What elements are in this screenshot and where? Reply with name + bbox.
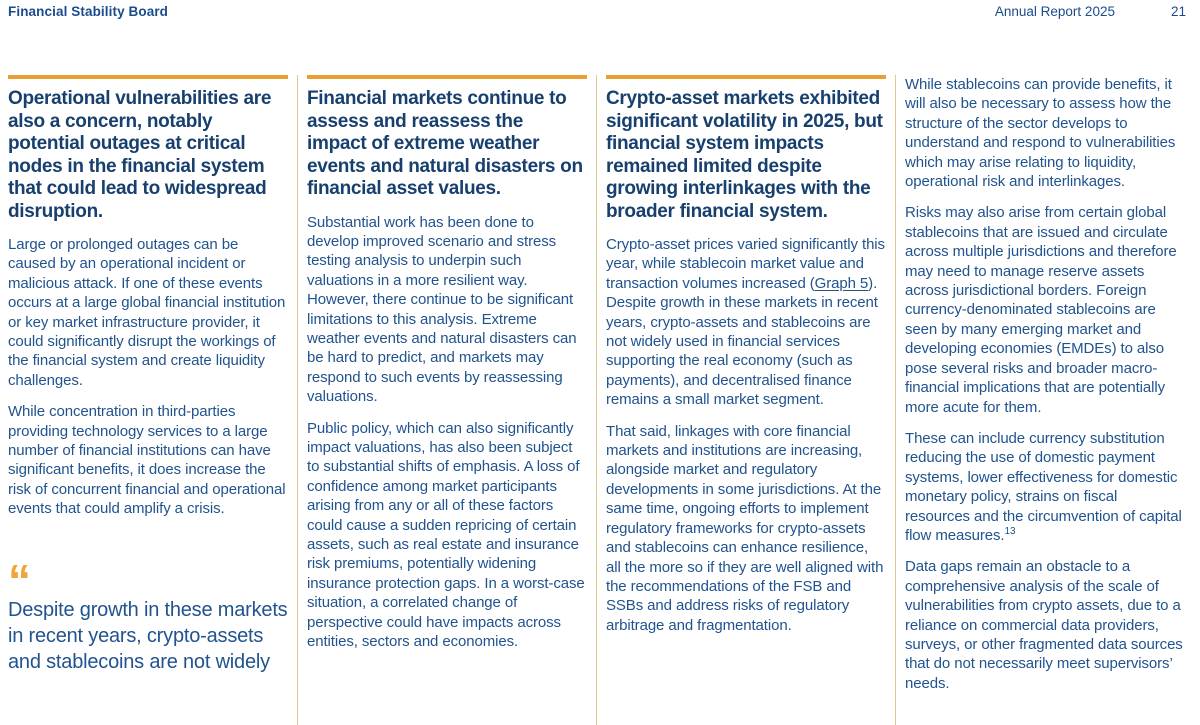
pull-quote-text: Despite growth in these markets in recent years, crypto-assets and stablecoins are not widely bbox=[8, 598, 288, 673]
column-divider bbox=[596, 75, 597, 725]
running-header bbox=[0, 0, 1200, 21]
paragraph-text: These can include currency substitution reducing the use of domestic payment systems, lower effectiveness for domestic monetary policy, strains on fiscal resources and the circumvention of capital flow measures. bbox=[905, 429, 1182, 544]
paragraph: Substantial work has been done to develop improved scenario and stress testing analysis to underpin such valuations in a more resilient way. However, there continue to be significant limitations to this analysis. Extreme weather events and natural disasters can be hard to predict, and markets may respond to such events by reassessing valuations. bbox=[307, 213, 577, 406]
accent-rule bbox=[8, 75, 288, 79]
paragraph: Data gaps remain an obstacle to a comprehensive analysis of the scale of vulnerabilities from crypto assets, due to a reliance on commercial data providers, surveys, or other fragmented data sources that do not necessarily meet supervisors’ needs. bbox=[905, 558, 1183, 692]
accent-rule bbox=[606, 75, 886, 79]
column-divider bbox=[297, 75, 298, 725]
open-quote-icon: “ bbox=[8, 554, 29, 607]
paragraph-with-footnote bbox=[905, 429, 1185, 545]
column-stablecoins-continuation bbox=[905, 75, 1185, 725]
pull-quote bbox=[8, 554, 288, 675]
section-heading: Financial markets continue to assess and reassess the impact of extreme weather events and natural disasters on financial asset values. bbox=[307, 88, 583, 199]
page-number: 21 bbox=[1170, 4, 1186, 19]
paragraph: That said, linkages with core financial markets and institutions are increasing, alongside market and regulatory developments in some jurisdictions. At the same time, ongoing efforts to implement regulatory frameworks for crypto-assets and stablecoins can enhance resilience, all the more so if they are well aligned with the recommendations of the FSB and SSBs and address risks of regulatory arbitrage and fragmentation. bbox=[606, 422, 884, 634]
paragraph-text: Crypto-asset prices varied significantly this year, while stablecoin market value and transaction volumes increased ( bbox=[606, 236, 885, 292]
paragraph: Large or prolonged outages can be caused by an operational incident or malicious attack. If one of these events occurs at a large global financial institution or key market infrastructure provider, it could significantly disrupt the workings of the financial system and create liquidity challenges. bbox=[8, 236, 286, 389]
column-crypto-asset-markets bbox=[606, 75, 886, 725]
section-heading: Operational vulnerabilities are also a concern, notably potential outages at critical nodes in the financial system that could lead to widespread disruption. bbox=[8, 88, 272, 222]
report-org: Financial Stability Board bbox=[8, 4, 169, 19]
accent-rule bbox=[307, 75, 587, 79]
report-title: Annual Report 2025 bbox=[994, 4, 1115, 19]
running-header-right bbox=[995, 3, 1186, 21]
paragraph: Public policy, which can also significantly impact valuations, has also been subject to substantial shifts of emphasis. A loss of confidence among market participants arising from any or all of these factors could cause a sudden repricing of certain assets, such as real estate and insurance risk premiums, potentially widening insurance protection gaps. In a worst-case situation, a correlated change of perspective could have impacts across entities, sectors and economies. bbox=[307, 419, 585, 651]
paragraph-with-link bbox=[606, 235, 886, 410]
column-layout bbox=[8, 75, 1185, 725]
section-heading: Crypto-asset markets exhibited significant volatility in 2025, but financial system impacts remained limited despite growing interlinkages with the broader financial system. bbox=[606, 88, 883, 222]
paragraph-text: ). Despite growth in these markets in recent years, crypto-assets and stablecoins are not widely used in financial services supporting the real economy (such as payments), and decentralised finance remains a small market segment. bbox=[606, 274, 878, 409]
footnote-reference: 13 bbox=[1004, 525, 1016, 537]
paragraph: While stablecoins can provide benefits, it will also be necessary to assess how the structure of the sector develops to understand and respond to vulnerabilities which may arise relating to liquidity, operational risk and interlinkages. bbox=[905, 76, 1176, 191]
column-divider bbox=[895, 75, 896, 725]
column-operational-vulnerabilities bbox=[8, 75, 288, 725]
graph-5-link[interactable]: Graph 5 bbox=[814, 274, 869, 292]
paragraph: While concentration in third-parties providing technology services to a large number of financial institutions can have significant benefits, it does increase the risk of concurrent financial and operational events that could amplify a crisis. bbox=[8, 403, 286, 518]
paragraph: Risks may also arise from certain global stablecoins that are issued and circulate across multiple jurisdictions and therefore may need to manage reserve assets across jurisdictional borders. Foreign currency-denominated stablecoins are seen by many emerging market and developing economies (EMDEs) to also pose several risks and broader macro-financial implications that are potentially more acute for them. bbox=[905, 204, 1177, 416]
column-financial-markets-weather bbox=[307, 75, 587, 725]
